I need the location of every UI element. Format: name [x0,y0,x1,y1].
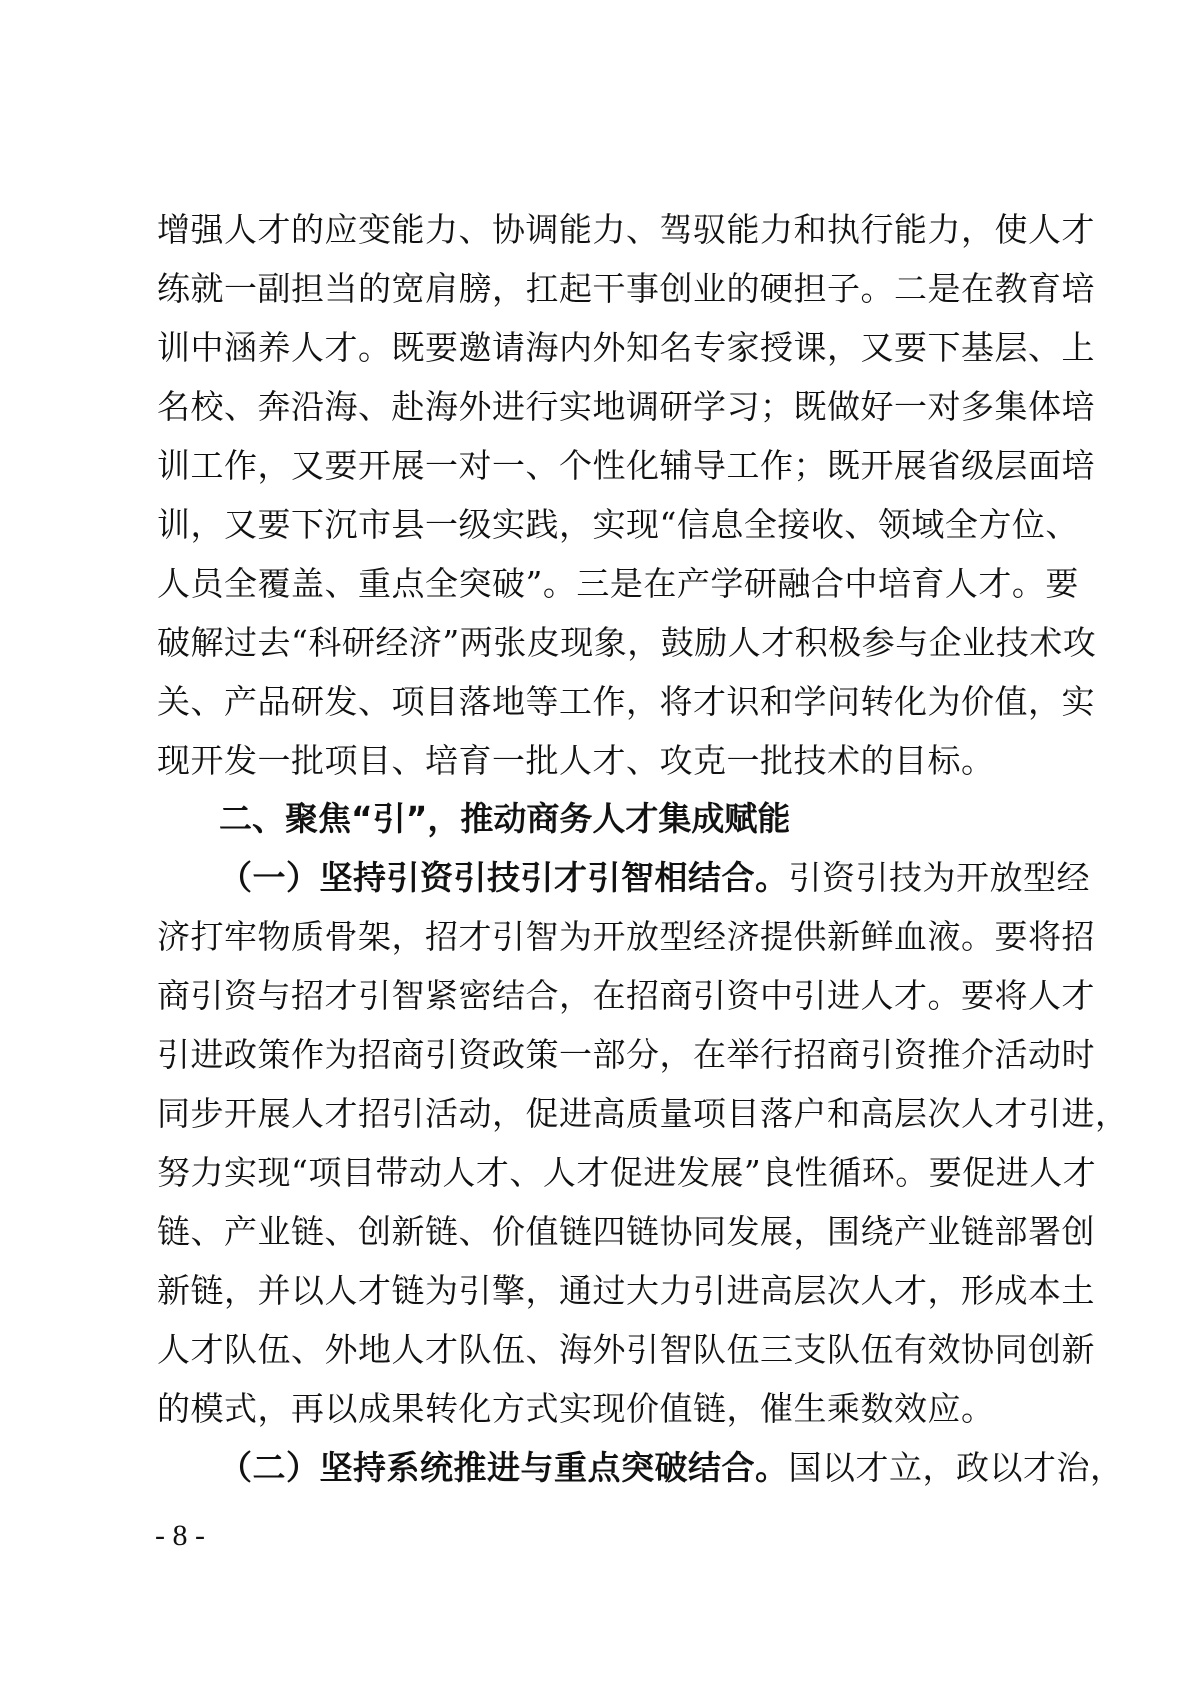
paragraph-line: 训中涵养人才。既要邀请海内外知名专家授课，又要下基层、上 [157,328,1095,367]
paragraph-line: 的模式，再以成果转化方式实现价值链，催生乘数效应。 [157,1389,995,1428]
paragraph-line: 训工作，又要开展一对一、个性化辅导工作；既开展省级层面培 [157,446,1095,485]
paragraph-line: 训，又要下沉市县一级实践，实现“信息全接收、领域全方位、 [157,505,1079,544]
page-number: - 8 - [155,1519,205,1552]
paragraph-line: 关、产品研发、项目落地等工作，将才识和学问转化为价值，实 [157,682,1095,721]
paragraph-line: 链、产业链、创新链、价值链四链协同发展，围绕产业链部署创 [157,1212,1095,1251]
paragraph-line: 练就一副担当的宽肩膀，扛起干事创业的硬担子。二是在教育培 [157,269,1095,308]
section-heading: 二、聚焦“引”，推动商务人才集成赋能 [219,799,791,838]
paragraph-line: 济打牢物质骨架，招才引智为开放型经济提供新鲜血液。要将招 [157,917,1095,956]
subsection-title: （二）坚持系统推进与重点突破结合。 [219,1448,789,1487]
paragraph-line: 引进政策作为招商引资政策一部分，在举行招商引资推介活动时 [157,1035,1095,1074]
paragraph-line: 新链，并以人才链为引擎，通过大力引进高层次人才，形成本土 [157,1271,1095,1310]
paragraph-line: 增强人才的应变能力、协调能力、驾驭能力和执行能力，使人才 [157,210,1095,249]
paragraph-line: 名校、奔沿海、赴海外进行实地调研学习；既做好一对多集体培 [157,387,1095,426]
paragraph-line: 努力实现“项目带动人才、人才促进发展”良性循环。要促进人才 [157,1153,1097,1192]
paragraph-line: 同步开展人才招引活动，促进高质量项目落户和高层次人才引进， [157,1094,1129,1133]
subsection-first-line [219,856,1090,900]
subsection-text: 国以才立，政以才治， [788,1448,1124,1487]
subsection-text: 引资引技为开放型经 [788,858,1090,897]
paragraph-line: 人才队伍、外地人才队伍、海外引智队伍三支队伍有效协同创新 [157,1330,1095,1369]
paragraph-line: 破解过去“科研经济”两张皮现象，鼓励人才积极参与企业技术攻 [157,623,1097,662]
paragraph-line: 人员全覆盖、重点全突破”。三是在产学研融合中培育人才。要 [157,564,1079,603]
subsection-title: （一）坚持引资引技引才引智相结合。 [219,858,789,897]
paragraph-line: 商引资与招才引智紧密结合，在招商引资中引进人才。要将人才 [157,976,1095,1015]
subsection-first-line [219,1446,1124,1490]
paragraph-line: 现开发一批项目、培育一批人才、攻克一批技术的目标。 [157,741,995,780]
